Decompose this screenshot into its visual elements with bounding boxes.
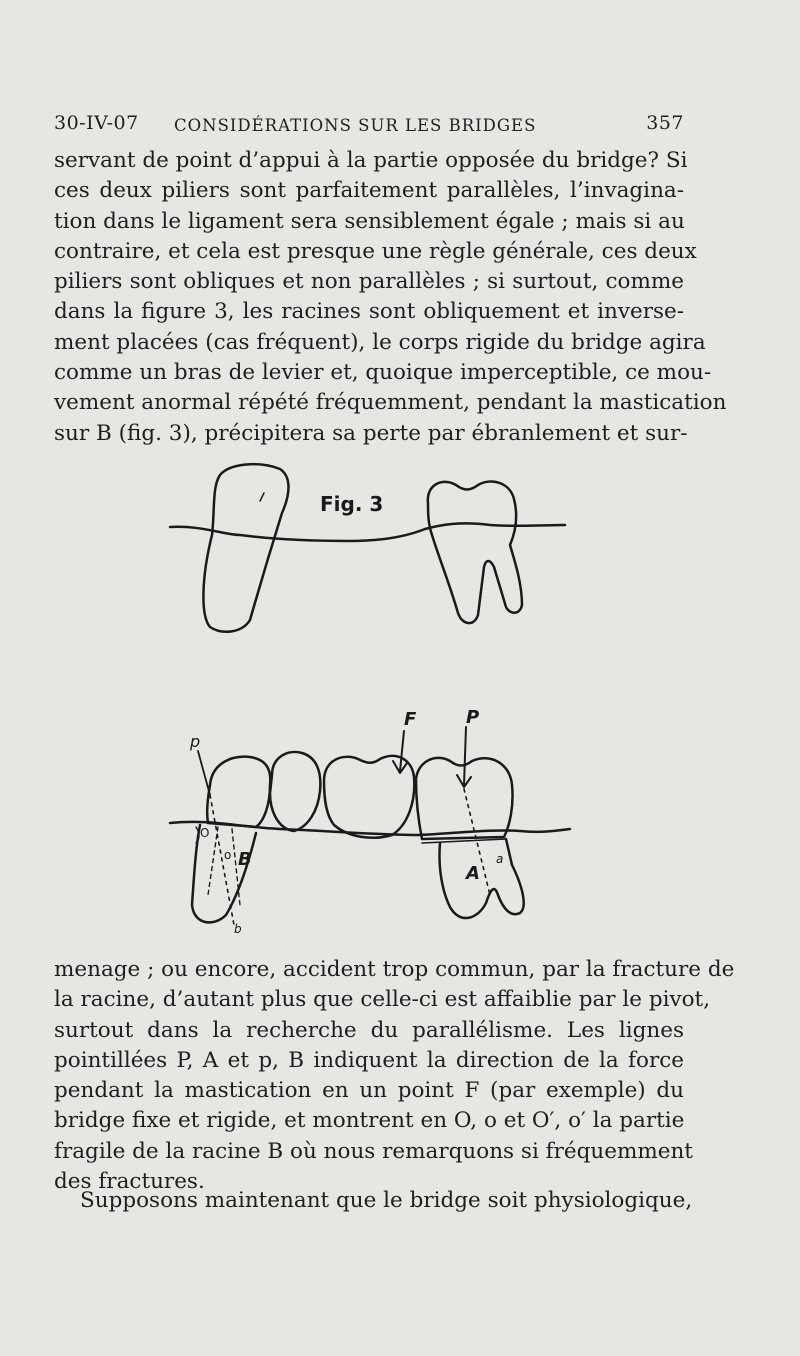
text-line: servant de point d’appui à la partie opposée du bridge? Si bbox=[54, 148, 688, 173]
text-line: contraire, et cela est presque une règle générale, ces deux bbox=[54, 238, 697, 264]
label-B: B bbox=[238, 849, 252, 870]
text-line: Supposons maintenant que le bridge soit physiologique, bbox=[80, 1188, 693, 1213]
label-b: b bbox=[234, 922, 242, 935]
text-line: ment placées (cas fréquent), le corps rigide du bridge agira bbox=[54, 329, 706, 355]
text-line: vement anormal répété fréquemment, pendant la mastication bbox=[54, 390, 727, 416]
page-number: 357 bbox=[646, 112, 684, 134]
text-line: piliers sont obliques et non parallèles ; si surtout, comme bbox=[54, 269, 684, 295]
crown-2 bbox=[270, 752, 320, 831]
label-P: P bbox=[466, 707, 480, 728]
text-line: comme un bras de levier et, quoique imperceptible, ce mou- bbox=[54, 360, 712, 386]
gum-line-top bbox=[170, 523, 565, 541]
figure-caption: Fig. 3 bbox=[320, 492, 384, 516]
force-arrow-p bbox=[198, 751, 210, 795]
label-F: F bbox=[404, 709, 417, 730]
tooth-left-top bbox=[203, 464, 288, 632]
force-arrow-P bbox=[457, 727, 471, 787]
text-line: fragile de la racine B où nous remarquons si fréquemment bbox=[54, 1138, 693, 1164]
text-line: pendant la mastication en un point F (par exemple) du bbox=[54, 1078, 684, 1104]
paragraph-2 bbox=[54, 955, 735, 1197]
text-line: la racine, d’autant plus que celle-ci est affaiblie par le pivot, bbox=[54, 987, 711, 1013]
header-title: CONSIDÉRATIONS SUR LES BRIDGES bbox=[174, 116, 537, 135]
figure-3 bbox=[160, 455, 580, 935]
text-line: des fractures. bbox=[54, 1169, 205, 1195]
crown-1 bbox=[207, 757, 270, 827]
text-line: dans la figure 3, les racines sont obliquement et inverse- bbox=[54, 299, 684, 325]
dental-bridge-diagram bbox=[160, 455, 580, 935]
text-line: surtout dans la recherche du parallélisme. Les lignes bbox=[54, 1017, 684, 1043]
text-line: tion dans le ligament sera sensiblement égale ; mais si au bbox=[54, 208, 685, 234]
molar-right-top bbox=[428, 481, 522, 623]
text-line: sur B (fig. 3), précipitera sa perte par ébranlement et sur- bbox=[54, 420, 688, 446]
label-a: a bbox=[496, 852, 504, 866]
tooth-left-top-mark bbox=[260, 493, 264, 501]
tooth-A bbox=[439, 839, 523, 918]
paragraph-1 bbox=[54, 146, 727, 449]
text-line: ces deux piliers sont parfaitement parallèles, l’invagina- bbox=[54, 178, 684, 204]
label-A: A bbox=[466, 863, 480, 884]
running-header bbox=[54, 112, 684, 142]
label-o: o bbox=[224, 848, 232, 862]
text-line: pointillées P, A et p, B indiquent la direction de la force bbox=[54, 1047, 684, 1073]
label-p: p bbox=[190, 732, 201, 751]
force-arrow-F bbox=[393, 731, 407, 773]
text-line: menage ; ou encore, accident trop commun, par la fracture de bbox=[54, 957, 735, 982]
text-line: bridge fixe et rigide, et montrent en O, o et O′, o′ la partie bbox=[54, 1108, 685, 1134]
root-B-canal bbox=[208, 827, 240, 905]
header-date: 30-IV-07 bbox=[54, 112, 139, 134]
paragraph-3 bbox=[54, 1186, 693, 1216]
label-O: O bbox=[200, 826, 210, 840]
